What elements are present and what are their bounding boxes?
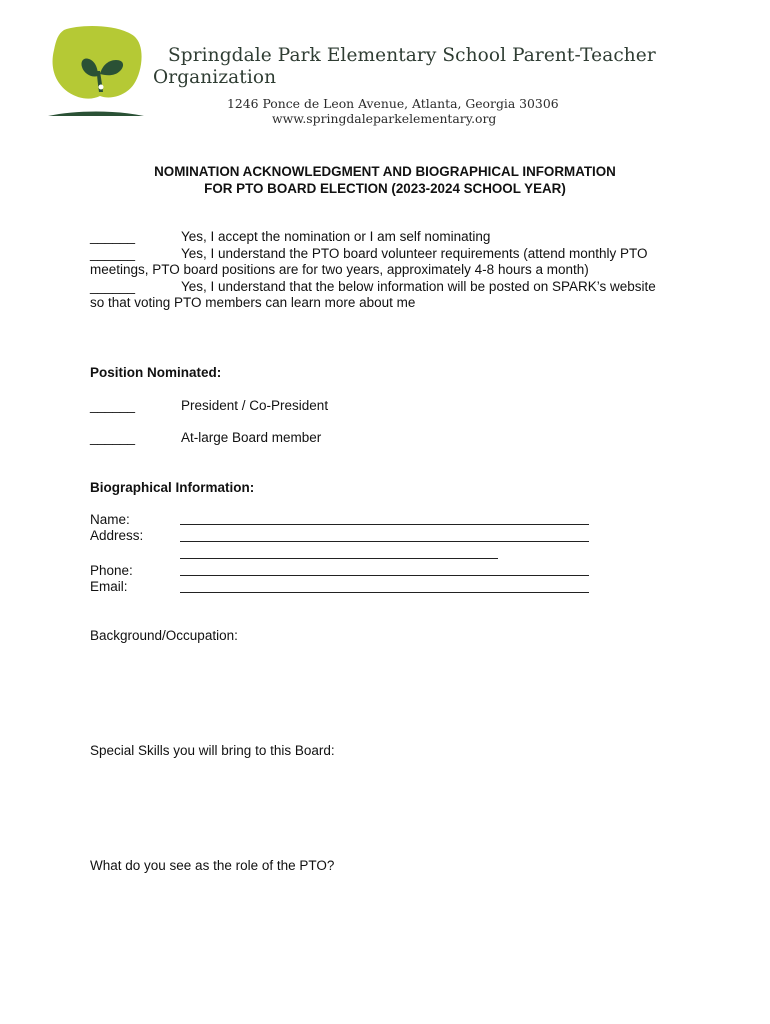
spark-tree-logo [46, 26, 146, 120]
position-blank-2[interactable]: ______ [90, 430, 136, 445]
email-field[interactable] [180, 592, 589, 593]
ack-text-2b: meetings, PTO board positions are for two years, approximately 4-8 hours a month) [90, 262, 589, 277]
ack-blank-3[interactable]: ______ [90, 279, 136, 294]
address-label: Address: [90, 528, 144, 543]
form-title-line2: FOR PTO BOARD ELECTION (2023-2024 SCHOOL YEAR) [204, 181, 566, 196]
ack-text-3a: Yes, I understand that the below information will be posted on SPARK’s website [181, 279, 656, 294]
position-option-president: President / Co-President [181, 398, 329, 413]
position-blank-1[interactable]: ______ [90, 398, 136, 413]
ack-blank-1[interactable]: ______ [90, 229, 136, 244]
skills-question: Special Skills you will bring to this Board: [90, 743, 335, 758]
name-label: Name: [90, 512, 130, 527]
ack-text-2a: Yes, I understand the PTO board volunteer requirements (attend monthly PTO [181, 246, 648, 261]
pto-role-question: What do you see as the role of the PTO? [90, 858, 335, 873]
tree-logo-icon [46, 26, 146, 120]
background-question: Background/Occupation: [90, 628, 238, 643]
position-option-at-large: At-large Board member [181, 430, 322, 445]
ack-text-1: Yes, I accept the nomination or I am self nominating [181, 229, 491, 244]
ack-blank-2[interactable]: ______ [90, 246, 136, 261]
email-label: Email: [90, 579, 128, 594]
address-field-line2[interactable] [180, 558, 498, 559]
phone-label: Phone: [90, 563, 133, 578]
bio-heading: Biographical Information: [90, 480, 255, 495]
org-name-line2: Organization [153, 67, 277, 88]
org-name-line1: Springdale Park Elementary School Parent-Teacher [168, 45, 656, 66]
position-heading: Position Nominated: [90, 365, 222, 380]
org-website: www.springdaleparkelementary.org [272, 111, 497, 126]
address-field[interactable] [180, 541, 589, 542]
phone-field[interactable] [180, 575, 589, 576]
form-title-line1: NOMINATION ACKNOWLEDGMENT AND BIOGRAPHICAL INFORMATION [154, 164, 616, 179]
org-address: 1246 Ponce de Leon Avenue, Atlanta, Georgia 30306 [227, 96, 559, 111]
name-field[interactable] [180, 524, 589, 525]
ack-text-3b: so that voting PTO members can learn more about me [90, 295, 416, 310]
